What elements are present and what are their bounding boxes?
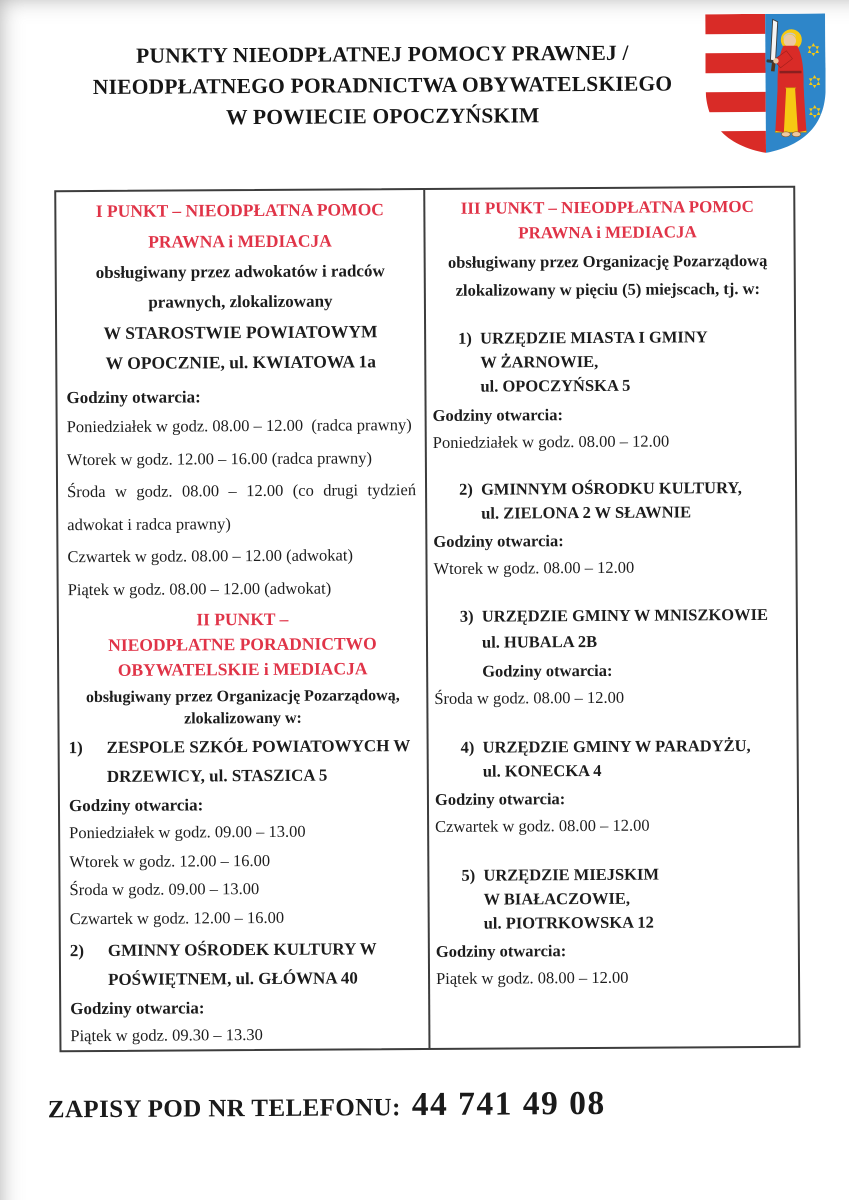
phone-number: 44 741 49 08 [411,1084,606,1124]
hours-label: Godziny otwarcia: [432,405,563,425]
heading-line: III PUNKT – NIEODPŁATNA POMOC [460,196,754,218]
location-line: W BIAŁACZOWIE, [483,888,631,909]
location-name [482,602,769,656]
location-line: ul. ZIELONA 2 W SŁAWNIE [481,502,692,523]
list-number: 1) [68,738,83,758]
point3-location-1 [432,325,784,399]
point3-location-4 [435,734,787,784]
hours-line: Czwartek w godz. 08.00 – 12.00 (adwokat) [67,545,353,567]
location-name [483,734,751,784]
heading-line: PRAWNA i MEDIACJA [148,230,332,252]
location-name [107,731,411,791]
hours-line: Wtorek w godz. 08.00 – 12.00 [433,557,635,578]
location-line: GMINNYM OŚRODKU KULTURY, [480,478,742,499]
coat-of-arms-icon [699,10,832,157]
heading-line: OBYWATELSKIE i MEDIACJA [117,658,368,680]
location-line: DRZEWICY, ul. STASZICA 5 [106,765,328,786]
location-line: URZĘDZIE GMINY W PARADYŻU, [482,736,751,757]
hours-label: Godziny otwarcia: [482,660,613,681]
location-name [481,476,742,526]
footer-label: ZAPISY POD NR TELEFONU: [47,1094,401,1124]
location-line: ZESPOLE SZKÓŁ POWIATOWYCH W [106,736,411,757]
title-line: NIEODPŁATNEGO PORADNICTWA OBYWATELSKIEGO [92,71,673,100]
heading-line: NIEODPŁATNE PORADNICTWO [108,633,377,655]
location-line: URZĘDZIE GMINY W MNISZKOWIE [481,604,769,626]
hours-line: Piątek w godz. 08.00 – 12.00 (adwokat) [67,578,332,599]
point3-location-2 [433,476,785,526]
location-name [108,934,377,994]
hours-line: Piątek w godz. 09.30 – 13.30 [70,1024,263,1046]
location-line: ul. PIOTRKOWSKA 12 [483,912,654,933]
hours-line: Czwartek w godz. 08.00 – 12.00 [435,815,650,836]
point3-operator [432,247,784,305]
point3-heading [431,194,783,246]
point1-location [66,316,415,378]
location-line: ul. KONECKA 4 [482,760,602,781]
point2-location-1 [69,731,418,791]
hours-line: Piątek w godz. 08.00 – 12.00 [435,967,629,988]
location-line: URZĘDZIE MIEJSKIM [483,864,660,885]
hours-label: Godziny otwarcia: [68,795,204,816]
hours-label: Godziny otwarcia: [434,789,566,809]
hours-label: Godziny otwarcia: [433,531,564,551]
operator-line: prawnych, zlokalizowany [148,291,333,312]
hours-label: Godziny otwarcia: [435,941,567,961]
point3-location-5 [435,862,787,936]
location-line: URZĘDZIE MIASTA I GMINY [480,327,708,348]
location-line: GMINNY OŚRODEK KULTURY W [107,939,377,960]
heading-line: PRAWNA i MEDIACJA [518,222,697,243]
point1-heading [65,194,414,258]
location-line: ul. OPOCZYŃSKA 5 [480,375,631,396]
operator-line: obsługiwany przez Organizację Pozarządową [447,250,768,272]
point2-operator [68,685,417,730]
operator-line: obsługiwany przez Organizację Pozarządową, [85,687,400,707]
list-number: 3) [459,606,474,626]
location-line: ul. HUBALA 2B [481,631,598,652]
location-line: W OPOCZNIE, ul. KWIATOWA 1a [105,351,377,373]
list-number: 2) [69,941,85,961]
list-number: 1) [458,328,472,348]
list-number: 4) [460,737,475,757]
heading-line: I PUNKT – NIEODPŁATNA POMOC [95,199,384,222]
location-line: W STAROSTWIE POWIATOWYM [103,321,378,343]
point2-location-2 [70,934,419,994]
operator-line: obsługiwany przez adwokatów i radców [95,261,385,283]
hours-line: Środa w godz. 08.00 – 12.00 (co drugi tydzień adwokat i radca prawny) [67,480,417,534]
title-line: PUNKTY NIEODPŁATNEJ POMOCY PRAWNEJ / [136,40,629,68]
hours-line: Środa w godz. 09.00 – 13.00 [69,879,260,900]
hours-line: Poniedziałek w godz. 09.00 – 13.00 [69,821,306,843]
legal-aid-points-table [54,186,800,1053]
operator-line: zlokalizowany w pięciu (5) miejscach, tj. w: [455,278,761,300]
list-number: 5) [461,865,476,885]
phone-registration-footer [48,1085,606,1126]
heading-line: II PUNKT – [196,608,289,630]
hours-line: Wtorek w godz. 12.00 – 16.00 [69,850,271,871]
hours-line: Wtorek w godz. 12.00 – 16.00 (radca prawny) [66,447,373,469]
hours-line: Poniedziałek w godz. 08.00 – 12.00 (radca prawny) [66,415,412,437]
location-name [480,325,708,398]
operator-line: zlokalizowany w: [184,709,302,727]
location-line: W ŻARNOWIE, [480,351,599,372]
location-line: POŚWIĘTNEM, ul. GŁÓWNA 40 [107,968,358,989]
point3-location-3 [434,602,786,656]
page-title [57,37,708,134]
hours-label: Godziny otwarcia: [66,387,201,408]
hours-label: Godziny otwarcia: [70,998,205,1019]
title-line: W POWIECIE OPOCZYŃSKIM [226,103,540,130]
list-number: 2) [458,479,473,499]
column-points-1-2 [56,190,430,1050]
point1-operator [66,256,415,318]
hours-line: Środa w godz. 08.00 – 12.00 [434,687,625,708]
hours-line: Poniedziałek w godz. 08.00 – 12.00 [432,431,670,452]
hours-line: Czwartek w godz. 12.00 – 16.00 [69,907,285,928]
location-name [483,863,659,936]
column-point-3 [425,188,798,1048]
point2-heading [68,606,417,683]
